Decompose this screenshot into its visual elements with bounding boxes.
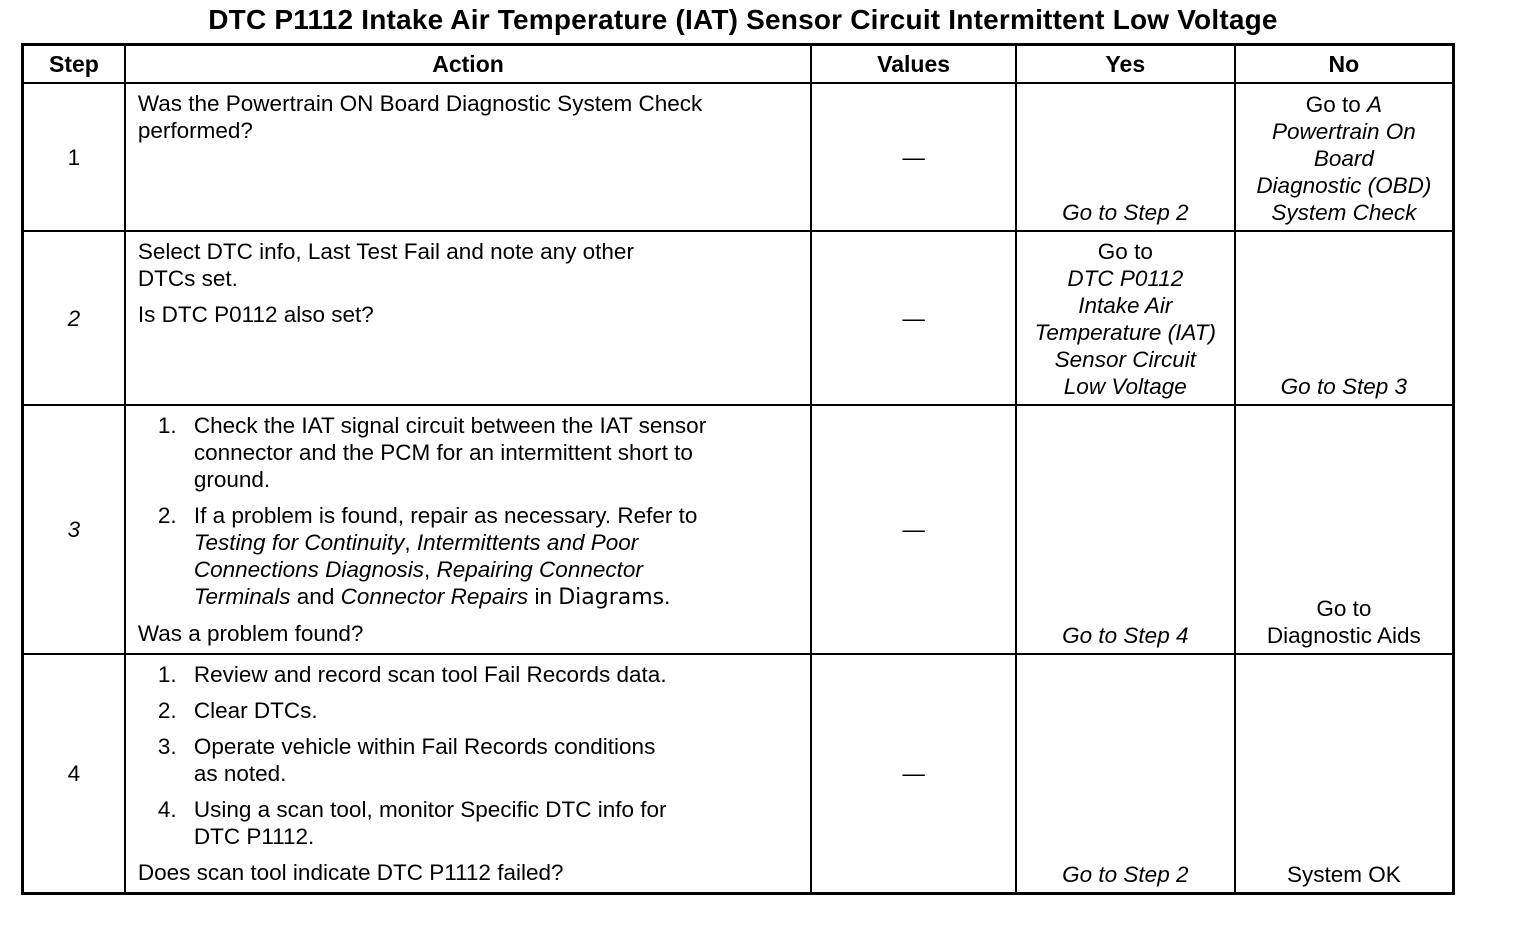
values-cell: — [811, 231, 1016, 405]
header-no: No [1235, 45, 1454, 84]
no-link-go-to-step-3[interactable]: Go to Step 3 [1280, 374, 1408, 399]
action-step-list [138, 661, 800, 850]
header-row [23, 45, 1454, 84]
no-prefix: Go to [1305, 92, 1367, 117]
no-text: Go to [1316, 596, 1372, 621]
separator-text: , [404, 530, 417, 555]
header-step: Step [23, 45, 125, 84]
header-action: Action [125, 45, 811, 84]
yes-cell [1016, 405, 1235, 654]
action-cell [125, 83, 811, 231]
yes-link-dtc-p0112[interactable]: DTC P0112 [1067, 266, 1184, 291]
yes-link-dtc-p0112-line[interactable]: Sensor Circuit [1054, 347, 1196, 372]
list-item-text: Using a scan tool, monitor Specific DTC info for [193, 797, 667, 822]
no-link-obd-system-check-line[interactable]: System Check [1271, 200, 1417, 225]
page-title: DTC P1112 Intake Air Temperature (IAT) Sensor Circuit Intermittent Low Voltage [208, 4, 1278, 35]
yes-cell [1016, 83, 1235, 231]
action-question: Is DTC P0112 also set? [137, 302, 374, 327]
no-link-obd-system-check[interactable]: A [1366, 92, 1382, 117]
no-link-obd-system-check-line[interactable]: Diagnostic (OBD) [1256, 173, 1432, 198]
list-item-text: If a problem is found, repair as necessary. Refer to [193, 503, 698, 528]
step-number: 2 [23, 231, 125, 405]
list-item [138, 661, 800, 688]
conjunction-text: and [290, 584, 341, 609]
yes-cell [1016, 654, 1235, 894]
yes-cell [1016, 231, 1235, 405]
ref-link-intermittents[interactable]: Intermittents and Poor [416, 530, 639, 555]
no-cell [1235, 405, 1454, 654]
separator-text: , [423, 557, 437, 582]
list-item-text: Clear DTCs. [193, 698, 318, 723]
list-item-text: Check the IAT signal circuit between the IAT sensor [193, 413, 707, 438]
action-cell [125, 654, 811, 894]
list-item-number: 3. [157, 734, 177, 759]
list-item-number: 2. [157, 698, 177, 723]
no-cell [1235, 231, 1454, 405]
header-yes: Yes [1016, 45, 1235, 84]
table-row-step-2 [23, 231, 1454, 405]
preposition-text: in [528, 584, 559, 609]
action-text: performed? [137, 118, 253, 143]
list-item-number: 2. [157, 503, 177, 528]
list-item-text: as noted. [193, 761, 287, 786]
yes-link-go-to-step-2[interactable]: Go to Step 2 [1062, 862, 1189, 887]
values-cell: — [811, 405, 1016, 654]
step-number: 4 [23, 654, 125, 894]
step-number: 1 [23, 83, 125, 231]
table-row-step-3 [23, 405, 1454, 654]
yes-link-dtc-p0112-line[interactable]: Temperature (IAT) [1034, 320, 1216, 345]
no-cell [1235, 654, 1454, 894]
action-question: Does scan tool indicate DTC P1112 failed? [137, 860, 564, 885]
list-item-number: 1. [157, 413, 177, 438]
values-cell: — [811, 654, 1016, 894]
ref-link-repairing-connector-line[interactable]: Terminals [193, 584, 291, 609]
action-text: Select DTC info, Last Test Fail and note any other [137, 239, 634, 264]
list-item-text: Operate vehicle within Fail Records conditions [193, 734, 656, 759]
list-item [138, 412, 800, 493]
action-text: DTCs set. [137, 266, 238, 291]
period-text: . [664, 584, 671, 609]
no-link-obd-system-check-line[interactable]: Powertrain On [1271, 119, 1416, 144]
action-cell [125, 231, 811, 405]
yes-link-dtc-p0112-line[interactable]: Low Voltage [1063, 374, 1187, 399]
list-item-text: connector and the PCM for an intermittent short to [193, 440, 693, 465]
list-item-text: Review and record scan tool Fail Records data. [193, 662, 667, 687]
list-item [138, 733, 800, 787]
diagnostic-table [21, 43, 1455, 895]
list-item-text: DTC P1112. [193, 824, 315, 849]
ref-link-repairing-connector[interactable]: Repairing Connector [436, 557, 643, 582]
no-cell [1235, 83, 1454, 231]
table-row-step-1 [23, 83, 1454, 231]
ref-link-intermittents-line[interactable]: Connections Diagnosis [193, 557, 424, 582]
action-question: Was a problem found? [137, 621, 364, 646]
ref-link-diagrams[interactable]: Diagrams [558, 585, 665, 610]
list-item [138, 796, 800, 850]
list-item [138, 697, 800, 724]
header-values: Values [811, 45, 1016, 84]
yes-link-go-to-step-2[interactable]: Go to Step 2 [1062, 200, 1189, 225]
yes-link-go-to-step-4[interactable]: Go to Step 4 [1062, 623, 1189, 648]
no-link-obd-system-check-line[interactable]: Board [1313, 146, 1374, 171]
list-item-number: 4. [157, 797, 177, 822]
step-number: 3 [23, 405, 125, 654]
list-item [138, 502, 800, 611]
action-cell [125, 405, 811, 654]
yes-prefix: Go to [1097, 239, 1153, 264]
values-cell: — [811, 83, 1016, 231]
no-text-system-ok: System OK [1286, 862, 1401, 887]
list-item-text: ground. [193, 467, 271, 492]
table-row-step-4 [23, 654, 1454, 894]
yes-link-dtc-p0112-line[interactable]: Intake Air [1078, 293, 1173, 318]
list-item-number: 1. [157, 662, 177, 687]
ref-link-connector-repairs[interactable]: Connector Repairs [340, 584, 529, 609]
action-text: Was the Powertrain ON Board Diagnostic System Check [137, 91, 703, 116]
action-step-list [138, 412, 800, 611]
no-link-diagnostic-aids[interactable]: Diagnostic Aids [1266, 623, 1421, 648]
ref-link-testing-for-continuity[interactable]: Testing for Continuity [193, 530, 405, 555]
